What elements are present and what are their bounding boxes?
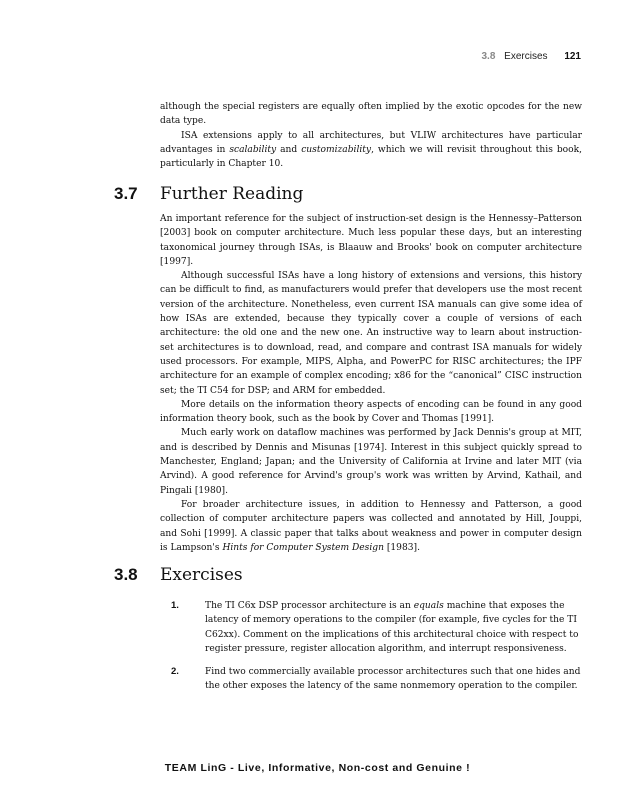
further-reading-text [160,212,582,555]
running-head-title: Exercises [504,51,548,62]
section-heading-3-8 [114,565,243,585]
section-title: Further Reading [160,184,304,204]
exercise-item [160,665,582,694]
paragraph: ISA extensions apply to all architectures, but VLIW architectures have particular advantages in scalability and customizability, which we will revisit throughout this book, particularly in Chapter 10. [160,130,583,170]
section-heading-3-7 [114,184,303,204]
exercise-list [160,599,582,703]
exercise-item [160,599,582,656]
paragraph: An important reference for the subject of instruction-set design is the Hennessy–Patterson [2003] book on computer architecture. Much less popular these days, but an interesting taxonomical journey through ISAs, is Blaauw and Brooks' book on computer architecture [1997]. [160,214,582,267]
paragraph: Although successful ISAs have a long history of extensions and versions, this history can be difficult to find, as manufacturers would prefer that developers use the most recent version of the architecture. Nonetheless, even current ISA manuals can give some idea of how ISAs are extended, because they typically cover a couple of versions of each architecture: the old one and the new one. An instructive way to learn about instruction-set architectures is to download, read, and compare and contrast ISA manuals for widely used processors. For example, MIPS, Alpha, and PowerPC for RISC architectures; the IPF architecture for an example of complex encoding; x86 for the “canonical” CISC instruction set; the TI C54 for DSP; and ARM for embedded. [160,271,582,396]
paragraph: More details on the information theory aspects of encoding can be found in any good information theory book, such as the book by Cover and Thomas [1991]. [160,399,582,425]
exercise-number: 2. [171,666,179,678]
exercise-number: 1. [171,600,179,611]
section-title: Exercises [160,565,243,585]
running-head-section: 3.8 [481,51,496,62]
page-number: 121 [564,51,581,62]
exercise-text: The TI C6x DSP processor architecture is an equals machine that exposes the latency of memory operations to the compiler (for example, five cycles for the TI C62xx). Comment on the implications of this architectural choice with respect to register pressure, register allocation algorithm, and interrupt responsiveness. [205,601,579,654]
paragraph: Much early work on dataflow machines was performed by Jack Dennis's group at MIT, and is described by Dennis and Misunas [1974]. Interest in this subject quickly spread to Manchester, England; Japan; and the University of California at Irvine and later MIT (via Arvind). A good reference for Arvind's group's work was written by Arvind, Kathail, and Pingali [1980]. [160,428,582,496]
intro-text [160,100,582,171]
paragraph: For broader architecture issues, in addition to Hennessy and Patterson, a good collection of computer architecture papers was collected and annotated by Hill, Jouppi, and Sohi [1999]. A classic paper that talks about weakness and power in computer design is Lampson's Hints for Computer System Design [1983]. [160,499,582,553]
footer-watermark: TEAM LinG - Live, Informative, Non-cost and Genuine ! [164,762,471,774]
section-number: 3.8 [114,565,138,584]
paragraph: although the special registers are equally often implied by the exotic opcodes for the new data type. [160,102,582,127]
running-head [481,51,581,62]
exercise-text: Find two commercially available processor architectures such that one hides and the other exposes the latency of the same nonmemory operation to the compiler. [205,667,581,692]
section-number: 3.7 [114,184,138,203]
